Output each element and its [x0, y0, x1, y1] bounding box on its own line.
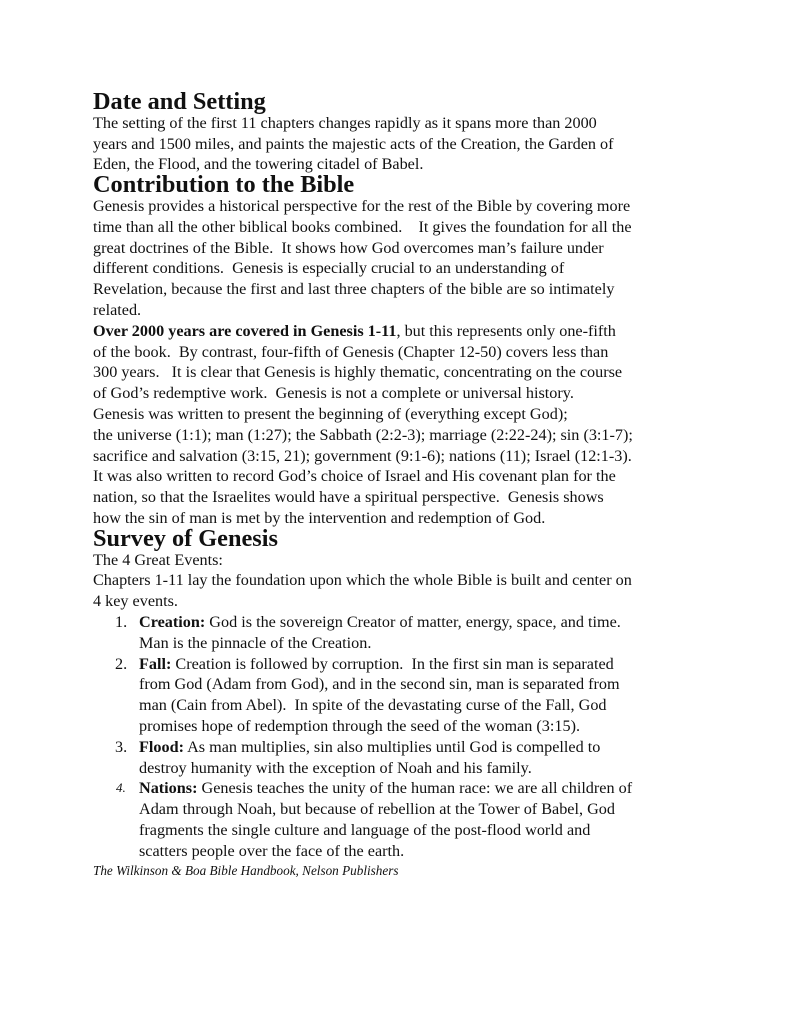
section-contribution — [93, 171, 703, 321]
text-line: of God’s redemptive work. Genesis is not a complete or universal history. — [93, 384, 574, 403]
text-line — [139, 778, 703, 799]
text-line: promises hope of redemption through the seed of the woman (3:15). — [139, 716, 581, 735]
paragraph-date-setting — [93, 113, 703, 175]
section-heading: Date and Setting — [93, 88, 266, 115]
text-line: Adam through Noah, but because of rebellion at the Tower of Babel, God — [139, 800, 615, 819]
survey-subtitle — [93, 550, 703, 571]
list-item — [93, 737, 703, 779]
list-number: 4. — [116, 780, 126, 796]
text-line: Eden, the Flood, and the towering citadel of Babel. — [93, 155, 424, 174]
text-line: related. — [93, 300, 142, 319]
list-item — [93, 778, 703, 861]
list-number: 3. — [115, 737, 128, 756]
list-item — [93, 654, 703, 737]
text-fragment: God is the sovereign Creator of matter, energy, space, and time. — [205, 612, 621, 631]
section-coverage — [93, 321, 703, 529]
list-number: 2. — [115, 654, 128, 673]
text-line — [139, 737, 703, 758]
text-fragment: As man multiplies, sin also multiplies until God is compelled to — [183, 737, 601, 756]
text-fragment: Creation is followed by corruption. In the first sin man is separated — [171, 654, 614, 673]
section-heading: Survey of Genesis — [93, 524, 278, 552]
paragraph-coverage — [93, 321, 703, 529]
text-line: 300 years. It is clear that Genesis is highly thematic, concentrating on the course — [93, 363, 623, 382]
list-number: 1. — [115, 612, 128, 631]
text-line: nation, so that the Israelites would have a spiritual perspective. Genesis shows — [93, 488, 604, 507]
text-line: Chapters 1-11 lay the foundation upon which the whole Bible is built and center on — [93, 571, 632, 590]
text-line: Man is the pinnacle of the Creation. — [139, 633, 372, 652]
source-citation: The Wilkinson & Boa Bible Handbook, Nelson Publishers — [93, 863, 399, 879]
text-line: 4 key events. — [93, 592, 178, 611]
text-line: Genesis was written to present the beginning of (everything except God); — [93, 404, 568, 423]
bold-lead: Over 2000 years are covered in Genesis 1-11 — [93, 321, 397, 340]
list-item — [93, 612, 703, 654]
text-line: The 4 Great Events: — [93, 550, 223, 569]
text-line: from God (Adam from God), and in the second sin, man is separated from — [139, 675, 620, 694]
text-line: time than all the other biblical books combined. It gives the foundation for all the — [93, 217, 632, 236]
event-label: Fall: — [139, 654, 172, 673]
text-line: sacrifice and salvation (3:15, 21); government (9:1-6); nations (11); Israel (12:1-3). — [93, 446, 632, 465]
text-line — [93, 321, 703, 342]
text-line: great doctrines of the Bible. It shows how God overcomes man’s failure under — [93, 238, 604, 257]
section-date-and-setting — [93, 88, 703, 175]
text-line: how the sin of man is met by the intervention and redemption of God. — [93, 508, 546, 527]
text-line: of the book. By contrast, four-fifth of Genesis (Chapter 12-50) covers less than — [93, 342, 609, 361]
text-line: fragments the single culture and language of the post-flood world and — [139, 820, 591, 839]
text-line: The setting of the first 11 chapters changes rapidly as it spans more than 2000 — [93, 113, 597, 132]
text-line — [139, 612, 703, 633]
text-line: years and 1500 miles, and paints the majestic acts of the Creation, the Garden of — [93, 134, 614, 153]
event-label: Nations: — [139, 779, 198, 798]
text-line: scatters people over the face of the earth. — [139, 841, 405, 860]
text-line: different conditions. Genesis is especially crucial to an understanding of — [93, 259, 565, 278]
document-page — [93, 88, 703, 879]
text-fragment: Genesis teaches the unity of the human race: we are all children of — [197, 779, 633, 798]
text-line: man (Cain from Abel). In spite of the devastating curse of the Fall, God — [139, 696, 607, 715]
events-list — [93, 612, 703, 862]
paragraph-contribution — [93, 196, 703, 321]
text-line — [139, 654, 703, 675]
text-line: destroy humanity with the exception of Noah and his family. — [139, 758, 532, 777]
text-line: It was also written to record God’s choice of Israel and His covenant plan for the — [93, 467, 616, 486]
text-line: the universe (1:1); man (1:27); the Sabbath (2:2-3); marriage (2:22-24); sin (3:1-7); — [93, 425, 633, 444]
text-line: Genesis provides a historical perspective for the rest of the Bible by covering more — [93, 196, 631, 215]
text-fragment: , but this represents only one-fifth — [396, 321, 616, 340]
section-survey — [93, 524, 703, 862]
event-label: Flood: — [139, 737, 184, 756]
section-heading: Contribution to the Bible — [93, 171, 355, 199]
text-line: Revelation, because the first and last three chapters of the bible are so intimately — [93, 280, 615, 299]
event-label: Creation: — [139, 612, 206, 631]
survey-intro — [93, 570, 703, 612]
